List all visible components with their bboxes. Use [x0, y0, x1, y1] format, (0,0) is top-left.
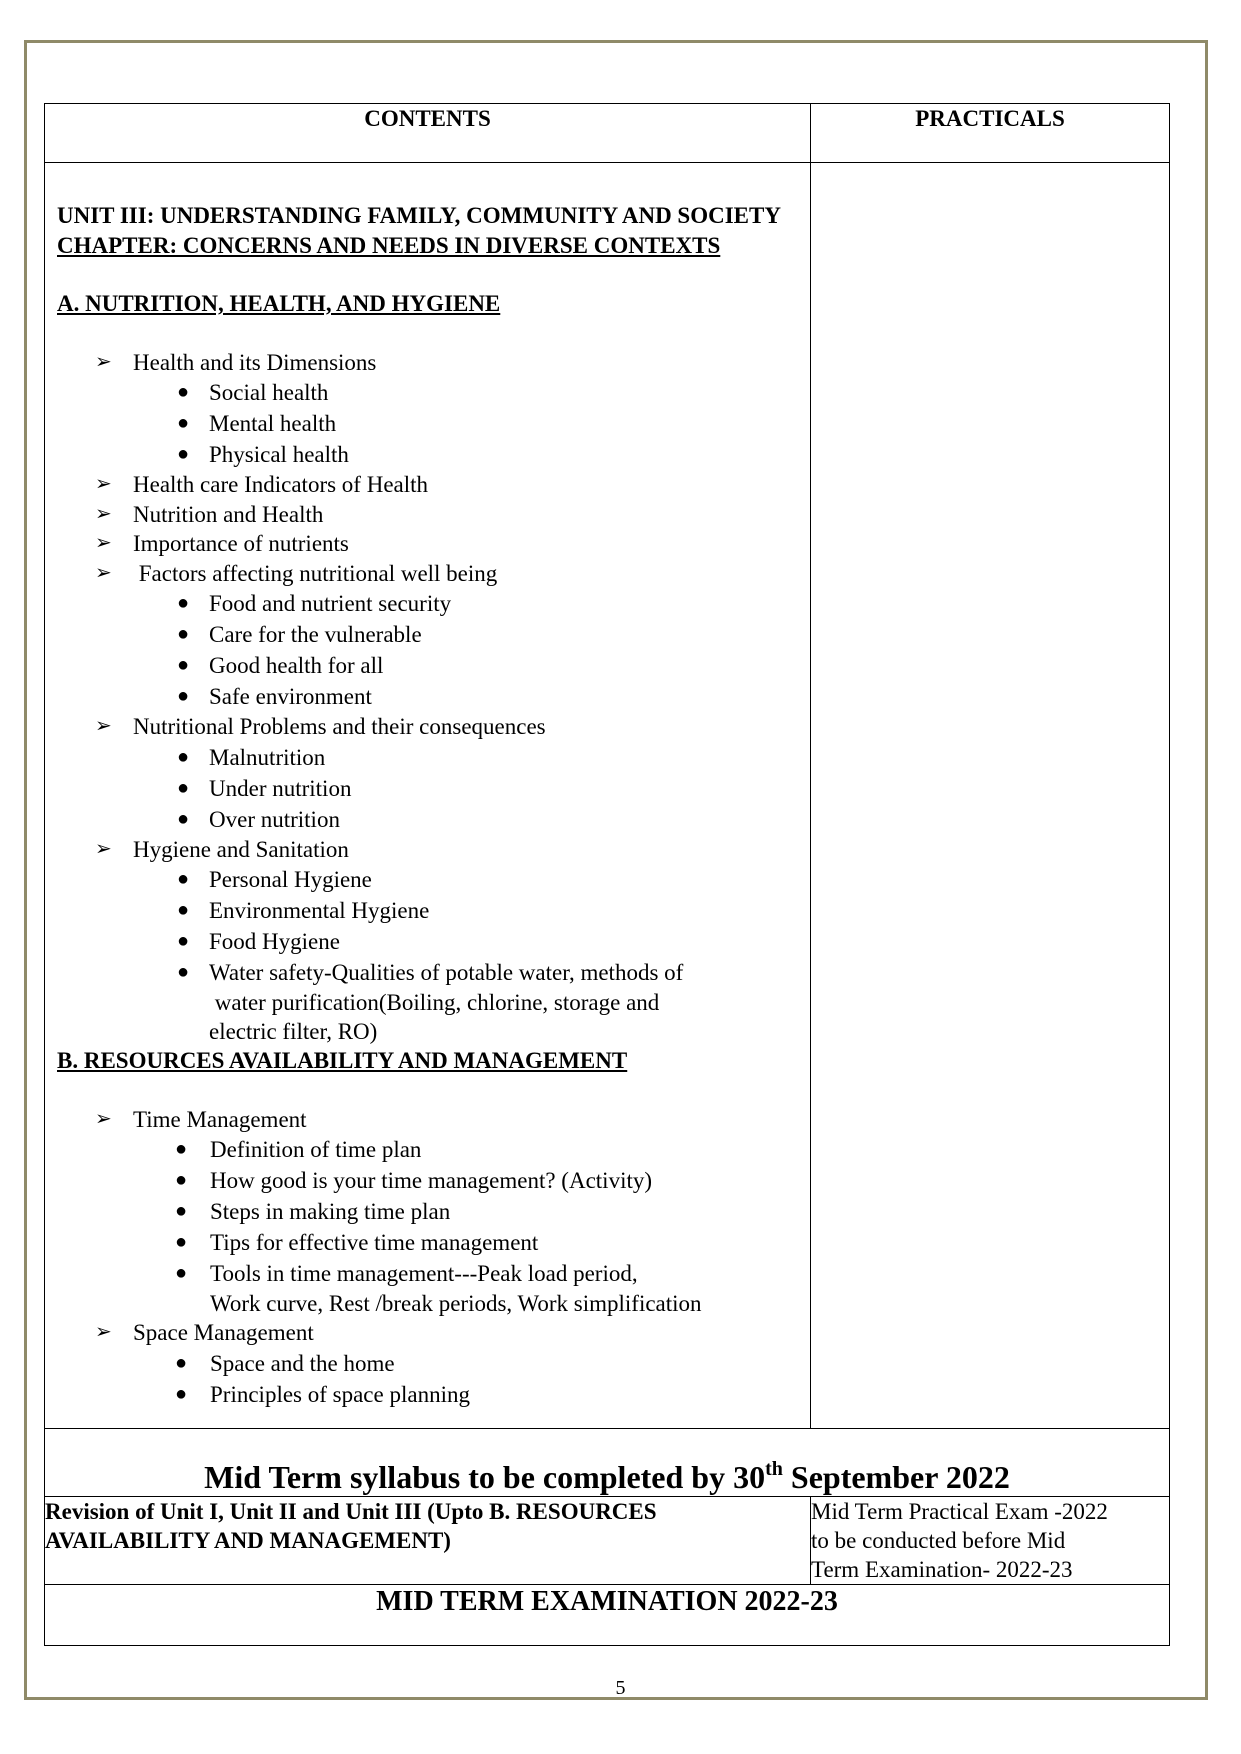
bullet-icon: ● — [175, 1382, 188, 1405]
list-item: ● Social health — [57, 377, 800, 408]
practicals-cell — [811, 163, 1170, 1429]
bullet-icon: ● — [175, 1262, 188, 1284]
revision-row — [45, 1497, 1170, 1585]
list-item: ● Food Hygiene — [57, 926, 800, 957]
arrow-bullet-icon: ➢ — [95, 561, 112, 584]
list-item-continuation: electric filter, RO) — [209, 1019, 378, 1044]
section-a-heading: A. NUTRITION, HEALTH, AND HYGIENE — [57, 291, 501, 316]
list-item: ● Over nutrition — [57, 804, 800, 835]
list-item: ● Definition of time plan — [57, 1134, 800, 1165]
arrow-bullet-icon: ➢ — [95, 473, 112, 495]
bullet-icon: ● — [175, 1351, 188, 1374]
list-item: ● Principles of space planning — [57, 1379, 800, 1410]
list-item: ➢ Nutritional Problems and their consequences — [57, 712, 800, 742]
practicals-header: PRACTICALS — [811, 104, 1170, 163]
bullet-icon: ● — [177, 745, 190, 768]
bullet-icon: ● — [175, 1231, 188, 1253]
arrow-bullet-icon: ➢ — [95, 350, 112, 373]
list-item: ● Space and the home — [57, 1348, 800, 1379]
contents-header: CONTENTS — [45, 104, 811, 163]
bullet-icon: ● — [177, 381, 190, 403]
arrow-bullet-icon: ➢ — [95, 502, 112, 525]
arrow-bullet-icon: ➢ — [95, 532, 112, 554]
list-item: ● Good health for all — [57, 650, 800, 681]
list-item: ➢ Hygiene and Sanitation — [57, 835, 800, 865]
list-item: ● Tools in time management---Peak load period, — [57, 1258, 800, 1289]
contents-cell — [45, 163, 811, 1429]
list-item: ● Environmental Hygiene — [57, 895, 800, 926]
exam-title-cell: MID TERM EXAMINATION 2022-23 — [45, 1585, 1170, 1646]
section-b-heading: B. RESOURCES AVAILABILITY AND MANAGEMENT — [57, 1048, 628, 1073]
bullet-icon: ● — [177, 930, 190, 952]
bullet-icon: ● — [177, 961, 190, 983]
list-item: ● Care for the vulnerable — [57, 619, 800, 650]
list-item: ● Physical health — [57, 439, 800, 470]
list-item: ● Tips for effective time management — [57, 1227, 800, 1258]
unit-title: UNIT III: UNDERSTANDING FAMILY, COMMUNITY AND SOCIETY — [57, 203, 781, 228]
chapter-title: CHAPTER: CONCERNS AND NEEDS IN DIVERSE CONTEXTS — [57, 232, 721, 258]
bullet-icon: ● — [177, 868, 190, 890]
syllabus-table — [44, 103, 1170, 1646]
list-item: ● Under nutrition — [57, 773, 800, 804]
mid-term-note: Mid Term syllabus to be completed by 30th September 2022 — [204, 1458, 1010, 1495]
bullet-icon: ● — [175, 1169, 188, 1191]
bullet-icon: ● — [177, 807, 190, 830]
list-item: ➢ Nutrition and Health — [57, 500, 800, 530]
arrow-bullet-icon: ➢ — [95, 715, 112, 737]
bullet-icon: ● — [177, 685, 190, 707]
bullet-icon: ● — [177, 899, 190, 921]
list-item: ● Steps in making time plan — [57, 1196, 800, 1227]
bullet-icon: ● — [177, 592, 190, 614]
practical-exam-cell: Mid Term Practical Exam -2022 to be conducted before Mid Term Examination- 2022-23 — [811, 1497, 1170, 1585]
bullet-icon: ● — [175, 1200, 188, 1222]
arrow-bullet-icon: ➢ — [95, 1321, 112, 1343]
bullet-icon: ● — [177, 443, 190, 465]
list-item: ● Personal Hygiene — [57, 864, 800, 895]
list-item: ➢ Time Management — [57, 1105, 800, 1135]
list-item: ➢ Health care Indicators of Health — [57, 470, 800, 500]
mid-term-row — [45, 1429, 1170, 1497]
table-header-row — [45, 104, 1170, 163]
list-item: ➢ Space Management — [57, 1318, 800, 1348]
exam-row — [45, 1585, 1170, 1646]
mid-term-cell — [45, 1429, 1170, 1497]
list-item: ● Water safety-Qualities of potable water, methods of — [57, 957, 800, 988]
list-item: ● How good is your time management? (Activity) — [57, 1165, 800, 1196]
list-item: ➢ Health and its Dimensions — [57, 348, 800, 378]
bullet-icon: ● — [177, 412, 190, 434]
bullet-icon: ● — [177, 623, 190, 645]
list-item: ● Food and nutrient security — [57, 588, 800, 619]
bullet-icon: ● — [175, 1138, 188, 1160]
list-item: ➢ Factors affecting nutritional well being — [57, 559, 800, 589]
list-item: ➢ Importance of nutrients — [57, 529, 800, 559]
list-item-continuation: water purification(Boiling, chlorine, storage and — [209, 990, 660, 1015]
bullet-icon: ● — [177, 776, 190, 799]
list-item: ● Safe environment — [57, 681, 800, 712]
revision-cell: Revision of Unit I, Unit II and Unit III (Upto B. RESOURCES AVAILABILITY AND MANAGEMENT) — [45, 1497, 811, 1585]
page-number: 5 — [615, 1677, 626, 1699]
bullet-icon: ● — [177, 654, 190, 676]
list-item: ● Malnutrition — [57, 742, 800, 773]
list-item-continuation: Work curve, Rest /break periods, Work simplification — [210, 1291, 702, 1316]
arrow-bullet-icon: ➢ — [95, 837, 112, 860]
content-row — [45, 163, 1170, 1429]
arrow-bullet-icon: ➢ — [95, 1107, 112, 1130]
list-item: ● Mental health — [57, 408, 800, 439]
